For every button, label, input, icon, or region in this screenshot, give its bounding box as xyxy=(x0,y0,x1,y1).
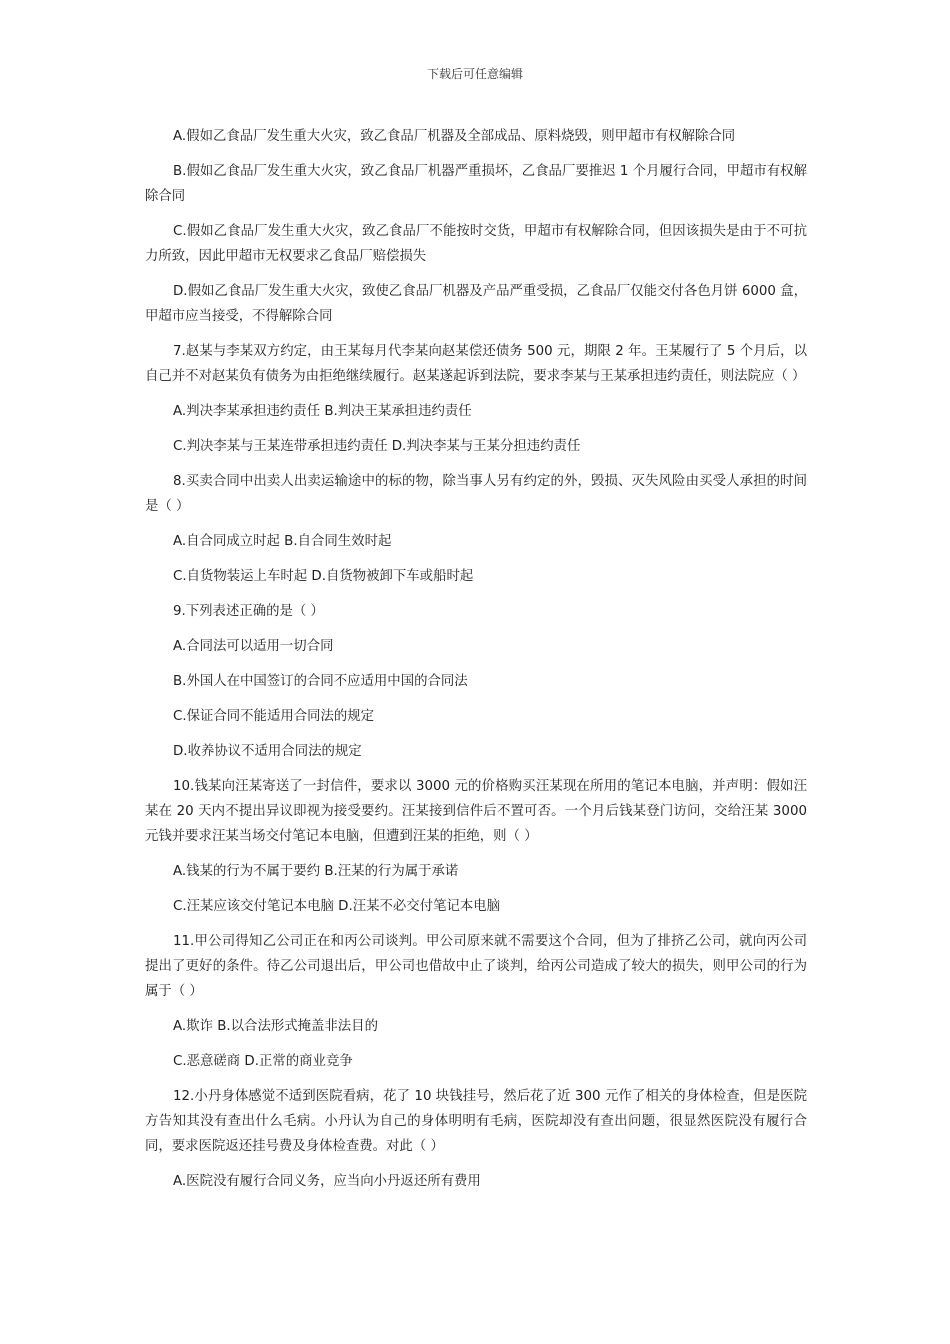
question-10-options-ab: A.钱某的行为不属于要约 B.汪某的行为属于承诺 xyxy=(173,864,459,879)
option-d-paragraph: D.假如乙食品厂发生重大火灾，致使乙食品厂机器及产品严重受损，乙食品厂仅能交付各色月饼 6000 盒，甲超市应当接受，不得解除合同 xyxy=(145,284,807,324)
question-10-options-cd: C.汪某应该交付笔记本电脑 D.汪某不必交付笔记本电脑 xyxy=(173,899,501,914)
question-9: 9.下列表述正确的是（ ） xyxy=(173,604,324,619)
question-12-option-a: A.医院没有履行合同义务，应当向小丹返还所有费用 xyxy=(173,1174,481,1189)
question-8-options-ab: A.自合同成立时起 B.自合同生效时起 xyxy=(173,534,392,549)
question-11-options-ab: A.欺诈 B.以合法形式掩盖非法目的 xyxy=(173,1019,378,1034)
question-10: 10.钱某向汪某寄送了一封信件，要求以 3000 元的价格购买汪某现在所用的笔记本电脑，并声明：假如汪某在 20 天内不提出异议即视为接受要约。汪某接到信件后不置可否。一个月后钱某登门访问，交给汪某 3000 元钱并要求汪某当场交付笔记本电脑，但遭到汪某的拒绝，则（ ） xyxy=(145,779,807,844)
question-7-options-ab: A.判决李某承担违约责任 B.判决王某承担违约责任 xyxy=(173,404,472,419)
option-b-paragraph: B.假如乙食品厂发生重大火灾，致乙食品厂机器严重损坏，乙食品厂要推迟 1 个月履行合同，甲超市有权解除合同 xyxy=(145,164,807,204)
page-header: 下载后可任意编辑 xyxy=(426,67,523,81)
question-8: 8.买卖合同中出卖人出卖运输途中的标的物，除当事人另有约定的外，毁损、灭失风险由买受人承担的时间是（ ） xyxy=(145,474,807,514)
question-9-option-d: D.收养协议不适用合同法的规定 xyxy=(173,744,362,759)
question-7-options-cd: C.判决李某与王某连带承担违约责任 D.判决李某与王某分担违约责任 xyxy=(173,439,581,454)
question-7: 7.赵某与李某双方约定，由王某每月代李某向赵某偿还债务 500 元，期限 2 年。王某履行了 5 个月后，以自己并不对赵某负有债务为由拒绝继续履行。赵某遂起诉到法院，要求李某与王某承担违约责任，则法院应（ ） xyxy=(145,344,807,384)
question-11-options-cd: C.恶意磋商 D.正常的商业竞争 xyxy=(173,1054,353,1069)
document-body xyxy=(145,124,807,1204)
question-9-option-a: A.合同法可以适用一切合同 xyxy=(173,639,334,654)
question-11: 11.甲公司得知乙公司正在和丙公司谈判。甲公司原来就不需要这个合同，但为了排挤乙公司，就向丙公司提出了更好的条件。待乙公司退出后，甲公司也借故中止了谈判，给丙公司造成了较大的损失，则甲公司的行为属于（ ） xyxy=(145,934,807,999)
question-12: 12.小丹身体感觉不适到医院看病，花了 10 块钱挂号，然后花了近 300 元作了相关的身体检查，但是医院方告知其没有查出什么毛病。小丹认为自己的身体明明有毛病，医院却没有查出问题，很显然医院没有履行合同，要求医院返还挂号费及身体检查费。对此（ ） xyxy=(145,1089,807,1154)
option-c-paragraph: C.假如乙食品厂发生重大火灾，致乙食品厂不能按时交货，甲超市有权解除合同，但因该损失是由于不可抗力所致，因此甲超市无权要求乙食品厂赔偿损失 xyxy=(145,224,807,264)
question-9-option-c: C.保证合同不能适用合同法的规定 xyxy=(173,709,375,724)
option-a-paragraph: A.假如乙食品厂发生重大火灾，致乙食品厂机器及全部成品、原料烧毁，则甲超市有权解除合同 xyxy=(173,129,736,144)
question-8-options-cd: C.自货物装运上车时起 D.自货物被卸下车或船时起 xyxy=(173,569,474,584)
question-9-option-b: B.外国人在中国签订的合同不应适用中国的合同法 xyxy=(173,674,468,689)
